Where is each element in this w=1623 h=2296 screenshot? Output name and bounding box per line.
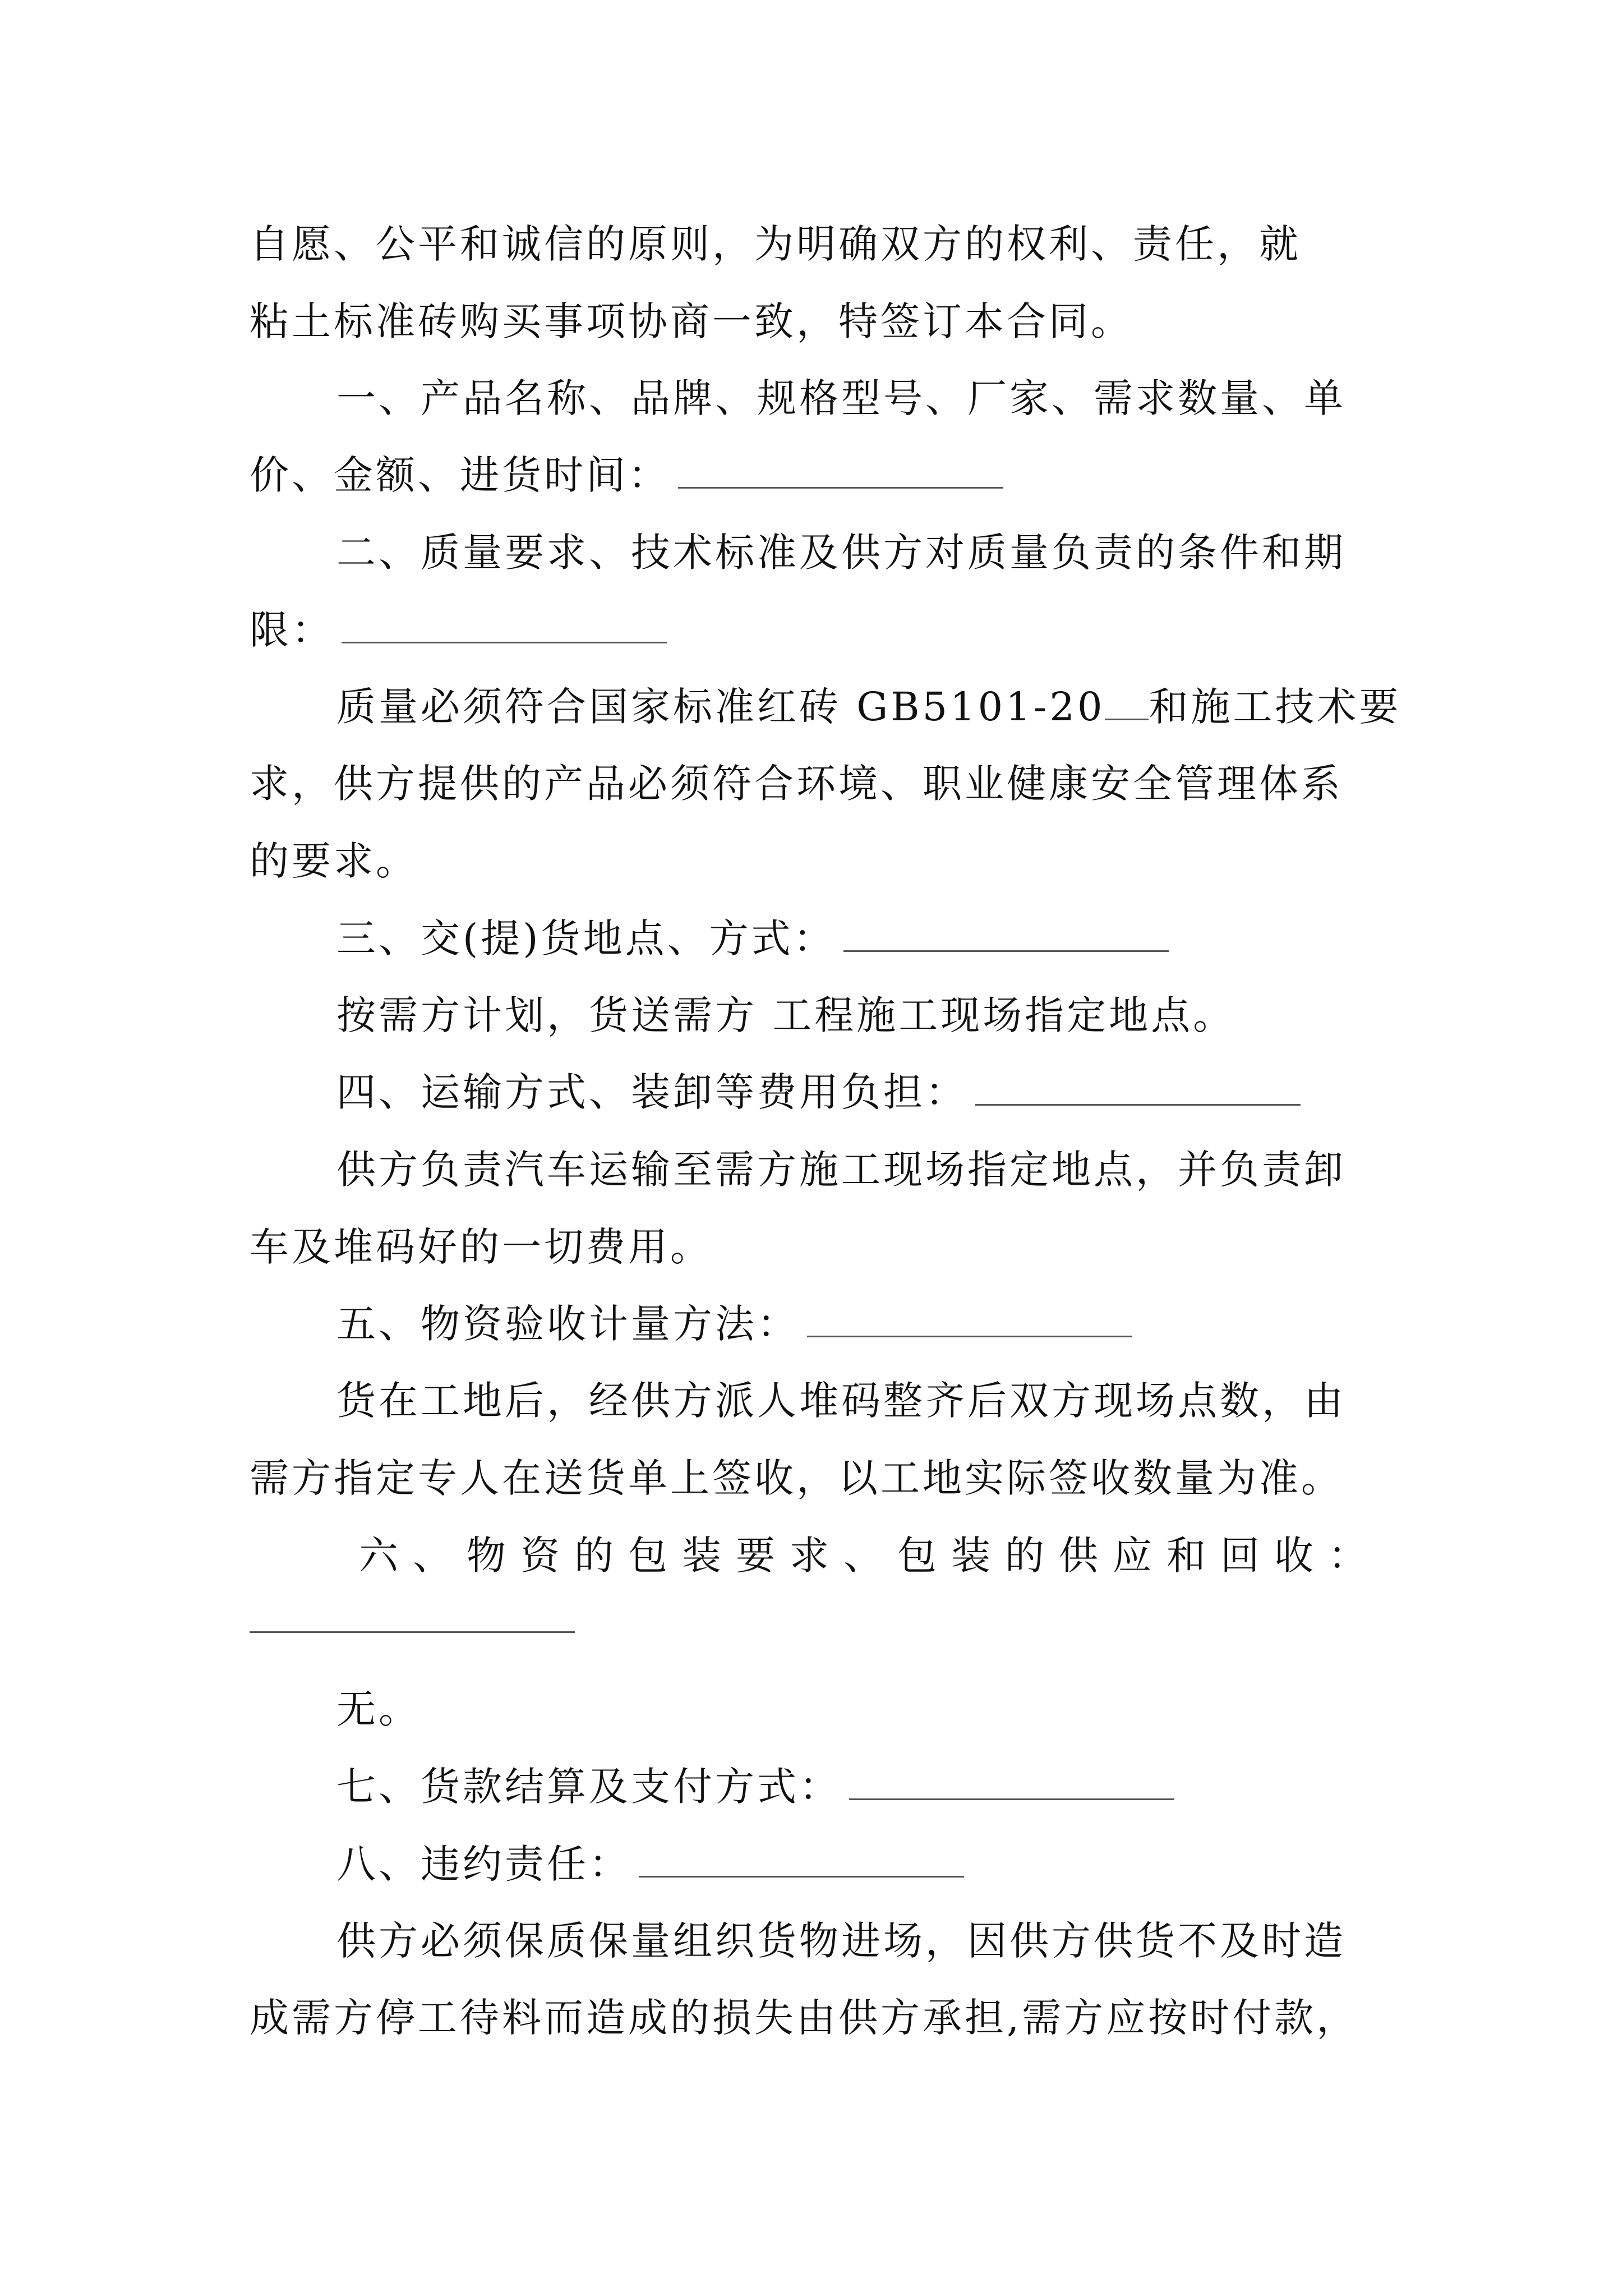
fill-in-blank <box>843 919 1169 952</box>
paragraph-line <box>336 1918 1346 1964</box>
paragraph-line <box>250 1224 712 1270</box>
fill-in-blank <box>975 1073 1301 1106</box>
section-heading-6 <box>359 1533 1382 1579</box>
paragraph-line <box>336 684 1401 730</box>
text: 自愿、公平和诚信的原则，为明确双方的权利、责任，就 <box>250 221 1301 267</box>
paragraph-line <box>336 1147 1346 1193</box>
text: 七、货款结算及支付方式： <box>336 1764 841 1810</box>
text: 供方负责汽车运输至需方施工现场指定地点，并负责卸 <box>336 1147 1346 1193</box>
text: 车及堆码好的一切费用。 <box>250 1224 712 1270</box>
text: 成需方停工待料而造成的损失由供方承担,需方应按时付款， <box>250 1995 1359 2041</box>
fill-in-blank <box>639 1844 964 1878</box>
text: 一、产品名称、品牌、规格型号、厂家、需求数量、单 <box>336 375 1346 421</box>
paragraph-line <box>250 298 1133 344</box>
text: 粘土标准砖购买事项协商一致，特签订本合同。 <box>250 298 1133 344</box>
text: 三、交(提)货地点、方式： <box>336 915 836 961</box>
text: 限： <box>250 607 334 653</box>
text: 的要求。 <box>250 838 418 884</box>
paragraph-line <box>250 838 418 884</box>
section-heading-7 <box>336 1764 1174 1810</box>
paragraph-line <box>250 761 1343 807</box>
text: 二、质量要求、技术标准及供方对质量负责的条件和期 <box>336 530 1346 576</box>
text: 和施工技术要 <box>1149 684 1401 730</box>
section-heading-2 <box>336 530 1346 576</box>
text: 需方指定专人在送货单上签收，以工地实际签收数量为准。 <box>250 1455 1343 1501</box>
fill-in-blank <box>678 455 1003 489</box>
paragraph-line <box>250 607 667 653</box>
paragraph-line <box>250 452 1003 498</box>
section-heading-8 <box>336 1841 964 1887</box>
year-blank <box>1105 687 1149 720</box>
section-heading-5 <box>336 1301 1132 1347</box>
section-heading-1 <box>336 375 1346 421</box>
text: 按需方计划，货送需方 工程施工现场指定地点。 <box>336 992 1235 1038</box>
text: 货在工地后，经供方派人堆码整齐后双方现场点数，由 <box>336 1378 1346 1424</box>
text: 四、运输方式、装卸等费用负担： <box>336 1069 967 1115</box>
paragraph-line <box>336 1378 1346 1424</box>
fill-in-blank <box>807 1304 1132 1337</box>
text: 质量必须符合国家标准红砖 GB5101-20 <box>336 684 1105 730</box>
text: 八、违约责任： <box>336 1841 631 1887</box>
text: 价、金额、进货时间： <box>250 452 670 498</box>
text: 供方必须保质保量组织货物进场，因供方供货不及时造 <box>336 1918 1346 1964</box>
paragraph-line <box>250 1455 1343 1501</box>
paragraph-line <box>336 992 1235 1038</box>
section-heading-4 <box>336 1069 1301 1115</box>
text: 五、物资验收计量方法： <box>336 1301 799 1347</box>
text: 无。 <box>336 1686 421 1732</box>
paragraph-line <box>250 1995 1359 2041</box>
section-heading-3 <box>336 915 1169 961</box>
text: 求，供方提供的产品必须符合环境、职业健康安全管理体系 <box>250 761 1343 807</box>
paragraph-line <box>336 1686 421 1732</box>
fill-in-blank <box>342 610 667 643</box>
text: 六、物资的包装要求、包装的供应和回收： <box>359 1533 1382 1579</box>
fill-in-blank <box>849 1767 1174 1800</box>
fill-in-blank <box>250 1631 575 1633</box>
paragraph-line <box>250 221 1301 267</box>
